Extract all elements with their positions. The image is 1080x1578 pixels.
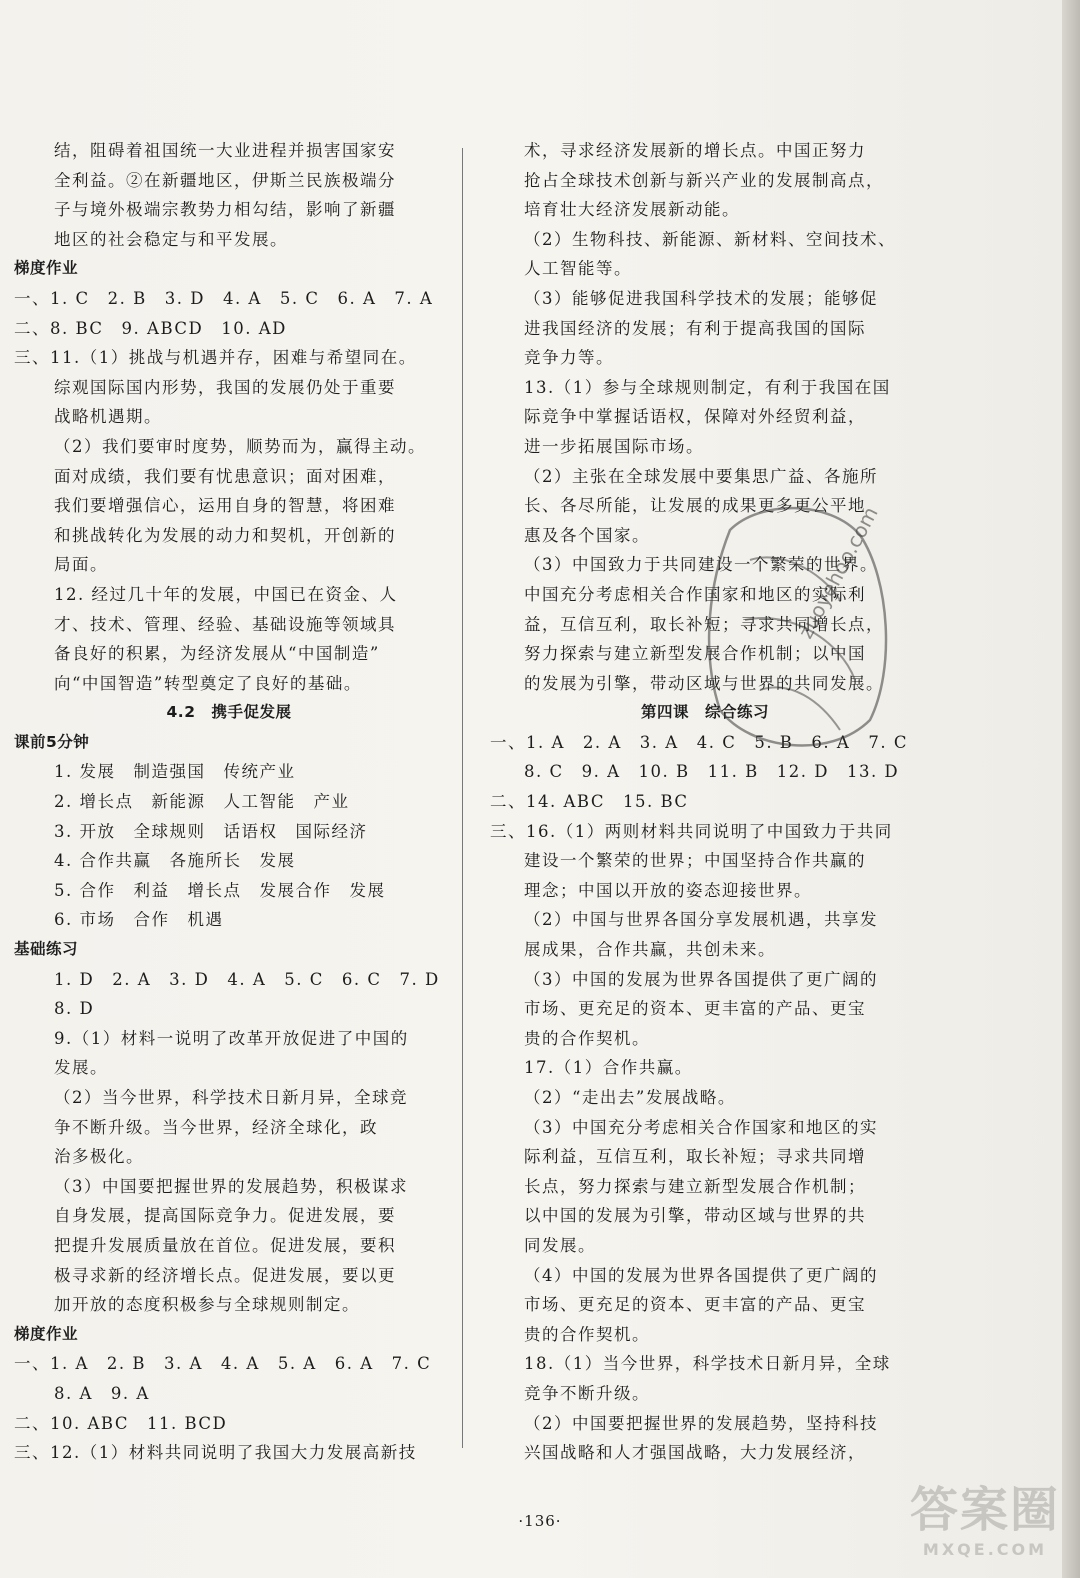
text-line: 益，互信互利，取长补短；寻求共同增长点， [524,614,884,634]
text-line: 际利益，互信互利，取长补短；寻求共同增 [524,1147,866,1167]
text-line: 贵的合作契机。 [524,1028,650,1048]
column-divider [462,148,463,1448]
text-line: 人工智能等。 [524,259,632,279]
section-heading: 梯度作业 [14,1324,79,1343]
page-edge-shadow [1062,0,1080,1578]
text-line: 2. 增长点 新能源 人工智能 产业 [54,792,350,812]
text-line: 培育壮大经济发展新动能。 [524,200,740,220]
text-line: 市场、更充足的资本、更丰富的产品、更宝 [524,999,866,1019]
stamp-text: zuoyehoo.com [793,502,883,643]
text-line: 1. D 2. A 3. D 4. A 5. C 6. C 7. D [54,969,440,989]
text-line: 战略机遇期。 [54,407,162,427]
text-line: 以中国的发展为引擎，带动区域与世界的共 [524,1206,866,1226]
text-line: 发展。 [54,1058,108,1078]
text-line: （2）主张在全球发展中要集思广益、各施所 [524,466,878,486]
text-line: 展成果，合作共赢，共创未来。 [524,940,776,960]
section-heading: 基础练习 [14,940,79,959]
text-line: （2）当今世界，科学技术日新月异，全球竞 [54,1088,408,1107]
text-line: 三、12.（1）材料共同说明了我国大力发展高新技 [14,1443,417,1463]
text-line: 一、1. A 2. A 3. A 4. C 5. B 6. A 7. C [490,732,908,752]
text-line: 4. 合作共赢 各施所长 发展 [54,851,296,871]
text-line: 才、技术、管理、经验、基础设施等领域具 [54,614,396,634]
text-line: 兴国战略和人才强国战略，大力发展经济， [524,1443,866,1463]
text-line: 和挑战转化为发展的动力和契机，开创新的 [54,525,396,545]
text-line: 5. 合作 利益 增长点 发展合作 发展 [54,880,386,900]
text-line: （2）“走出去”发展战略。 [524,1088,736,1107]
text-line: 进一步拓展国际市场。 [524,436,704,456]
text-line: 子与境外极端宗教势力相勾结，影响了新疆 [54,200,396,220]
text-line: 际竞争中掌握话语权，保障对外经贸利益， [524,407,866,427]
text-line: （2）我们要审时度势，顺势而为，赢得主动。 [54,436,426,456]
text-line: 理念；中国以开放的姿态迎接世界。 [524,880,812,900]
text-line: 长点，努力探索与建立新型发展合作机制； [524,1176,866,1196]
text-line: 局面。 [54,555,108,575]
text-line: 备良好的积累，为经济发展从“中国制造” [54,644,380,664]
text-line: 12. 经过几十年的发展，中国已在资金、人 [54,584,398,604]
text-line: 向“中国智造”转型奠定了良好的基础。 [54,673,362,693]
text-line: 长、各尽所能，让发展的成果更多更公平地 [524,496,866,516]
text-line: 市场、更充足的资本、更丰富的产品、更宝 [524,1295,866,1315]
text-line: 二、10. ABC 11. BCD [14,1413,228,1433]
text-line: 6. 市场 合作 机遇 [54,910,224,930]
section-heading: 梯度作业 [14,259,79,278]
text-line: 8. D [54,999,95,1019]
text-line: （4）中国的发展为世界各国提供了更广阔的 [524,1265,878,1285]
text-line: 竞争不断升级。 [524,1383,650,1403]
section-heading: 4.2 携手促发展 [166,703,292,722]
section-heading: 课前5分钟 [14,732,90,751]
text-line: 中国充分考虑相关合作国家和地区的实际利 [524,584,866,604]
text-line: 18.（1）当今世界，科学技术日新月异，全球 [524,1354,891,1374]
text-line: 结，阻碍着祖国统一大业进程并损害国家安 [54,141,396,160]
text-line: （2）生物科技、新能源、新材料、空间技术、 [524,229,896,249]
text-line: 9.（1）材料一说明了改革开放促进了中国的 [54,1028,409,1048]
text-line: 3. 开放 全球规则 话语权 国际经济 [54,821,368,841]
left-column [14,136,444,1468]
watermark-main: 答案圈 [909,1482,1060,1538]
text-line: 我们要增强信心，运用自身的智慧，将困难 [54,496,396,516]
text-line: 加开放的态度积极参与全球规则制定。 [54,1295,360,1315]
watermark-sub: MXQE.COM [922,1540,1048,1559]
text-line: 三、11.（1）挑战与机遇并存，困难与希望同在。 [14,348,417,368]
text-line: 地区的社会稳定与和平发展。 [54,229,288,249]
text-line: 抢占全球技术创新与新兴产业的发展制高点， [524,170,884,190]
text-line: 1. 发展 制造强国 传统产业 [54,762,296,782]
text-line: 争不断升级。当今世界，经济全球化，政 [54,1117,378,1137]
text-line: 三、16.（1）两则材料共同说明了中国致力于共同 [490,821,893,841]
text-line: 惠及各个国家。 [524,525,650,545]
text-line: 建设一个繁荣的世界；中国坚持合作共赢的 [524,851,866,871]
text-line: 自身发展，提高国际竞争力。促进发展，要 [54,1206,396,1226]
text-line: 一、1. C 2. B 3. D 4. A 5. C 6. A 7. A [14,288,434,308]
section-heading: 第四课 综合练习 [640,703,769,722]
text-line: （3）中国致力于共同建设一个繁荣的世界。 [524,555,878,575]
text-line: （3）中国的发展为世界各国提供了更广阔的 [524,969,878,989]
text-line: 竞争力等。 [524,348,614,368]
site-watermark-logo [900,1480,1070,1570]
text-line: 13.（1）参与全球规则制定，有利于我国在国 [524,377,891,397]
text-line: 二、14. ABC 15. BC [490,792,689,812]
text-line: 同发展。 [524,1235,596,1255]
text-line: 17.（1）合作共赢。 [524,1058,693,1078]
text-line: 一、1. A 2. B 3. A 4. A 5. A 6. A 7. C [14,1354,432,1374]
text-line: 把提升发展质量放在首位。促进发展，要积 [54,1235,396,1255]
text-line: 贵的合作契机。 [524,1324,650,1344]
text-line: 面对成绩，我们要有忧患意识；面对困难， [54,466,396,486]
text-line: （2）中国要把握世界的发展趋势，坚持科技 [524,1413,878,1433]
right-column [490,136,920,1468]
text-line: 治多极化。 [54,1147,144,1167]
text-line: 8. C 9. A 10. B 11. B 12. D 13. D [524,762,900,782]
text-line: 全利益。②在新疆地区，伊斯兰民族极端分 [54,170,396,190]
page-number: ·136· [518,1512,562,1530]
text-line: 极寻求新的经济增长点。促进发展，要以更 [54,1265,396,1285]
text-line: 的发展为引擎，带动区域与世界的共同发展。 [524,673,884,693]
text-line: 二、8. BC 9. ABCD 10. AD [14,318,287,338]
text-line: （3）能够促进我国科学技术的发展；能够促 [524,288,878,308]
text-line: （3）中国充分考虑相关合作国家和地区的实 [524,1117,878,1137]
text-line: 进我国经济的发展；有利于提高我国的国际 [524,318,866,338]
text-line: 术，寻求经济发展新的增长点。中国正努力 [524,141,866,160]
text-line: （3）中国要把握世界的发展趋势，积极谋求 [54,1176,408,1196]
text-line: （2）中国与世界各国分享发展机遇，共享发 [524,910,878,930]
text-line: 综观国际国内形势，我国的发展仍处于重要 [54,377,396,397]
text-line: 8. A 9. A [54,1383,150,1403]
text-line: 努力探索与建立新型发展合作机制；以中国 [524,644,866,664]
